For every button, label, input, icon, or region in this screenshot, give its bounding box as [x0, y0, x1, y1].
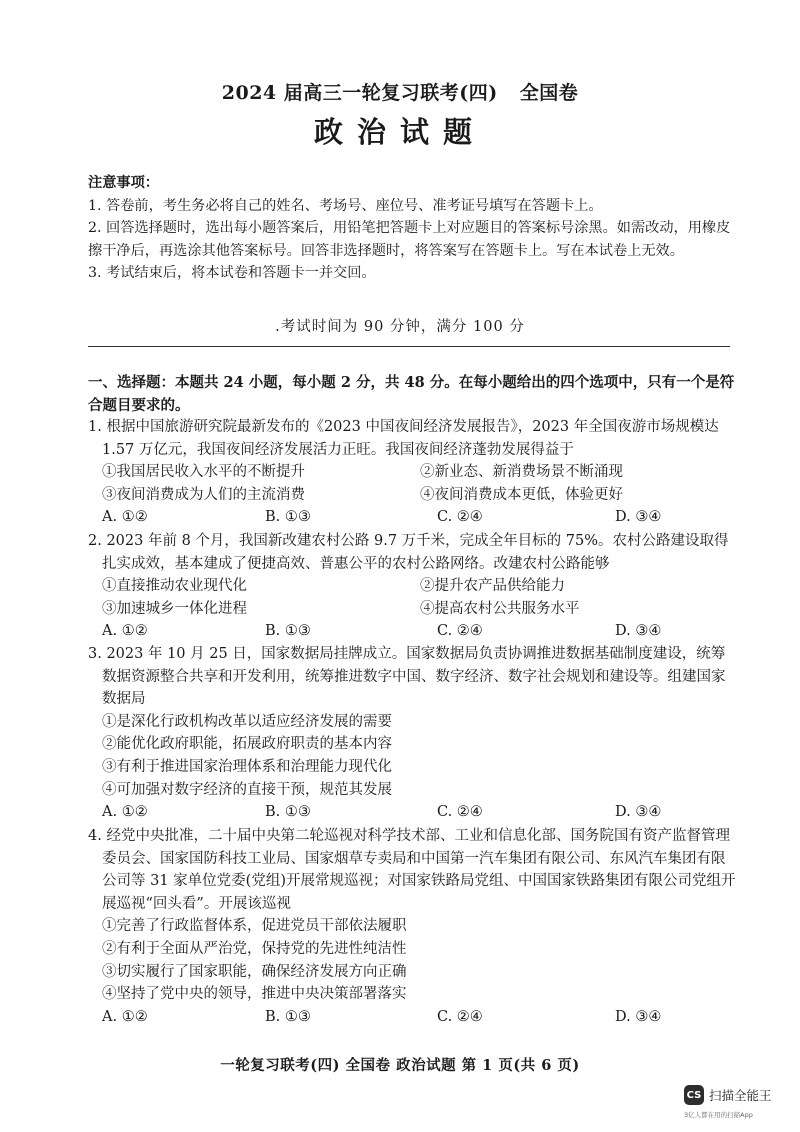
question-3: [88, 643, 738, 824]
choice-c: C. ②④: [437, 804, 483, 821]
choice-d: D. ③④: [615, 623, 662, 640]
choice-b: B. ①③: [265, 804, 311, 821]
question-2: [88, 530, 738, 643]
notes-block: [88, 172, 738, 285]
choice-row: [88, 506, 738, 529]
option: ④夜间消费成本更低，体验更好: [420, 486, 623, 503]
choice-a: A. ①②: [102, 509, 148, 526]
question-stem: 4. 经党中央批准，二十届中央第二轮巡视对科学技术部、工业和信息化部、国务院国有资产监督管理委员会、国家国防科技工业局、国家烟草专卖局和中国第一汽车集团有限公司、东风汽车集团有限公司等 31 家单位党委(党组)开展常规巡视；对国家铁路局党组、中国国家铁路集团有限公司党组开展巡视“回头看”。开展该巡视: [88, 828, 736, 912]
divider: [88, 346, 730, 347]
option: ④提高农村公共服务水平: [420, 600, 580, 617]
note-item: 2. 回答选择题时，选出每小题答案后，用铅笔把答题卡上对应题目的答案标号涂黑。如需改动，用橡皮擦干净后，再选涂其他答案标号。回答非选择题时，将答案写在答题卡上。写在本试卷上无效。: [88, 220, 731, 259]
option: ③有利于推进国家治理体系和治理能力现代化: [102, 758, 392, 775]
choice-c: C. ②④: [437, 1008, 483, 1025]
scanner-watermark: [684, 1085, 772, 1105]
option: ①直接推动农业现代化: [102, 578, 247, 595]
option-row: [88, 598, 738, 621]
section-heading: 一、选择题：本题共 24 小题，每小题 2 分，共 48 分。在每小题给出的四个选项中，只有一个是符合题目要求的。: [88, 374, 735, 414]
choice-a: A. ①②: [102, 1008, 148, 1025]
note-item: 3. 考试结束后，将本试卷和答题卡一并交回。: [88, 265, 376, 282]
choice-row: [88, 1006, 738, 1029]
choice-a: A. ①②: [102, 804, 148, 821]
scanner-app-name: 扫描全能王: [709, 1088, 772, 1103]
option: ①完善了行政监督体系，促进党员干部依法履职: [102, 918, 407, 935]
option: ③夜间消费成为人们的主流消费: [102, 486, 305, 503]
page-footer: 一轮复习联考(四) 全国卷 政治试题 第 1 页(共 6 页): [220, 1057, 580, 1074]
option: ③加速城乡一体化进程: [102, 600, 247, 617]
choice-b: B. ①③: [265, 623, 311, 640]
option: ②新业态、新消费场景不断涌现: [420, 464, 623, 481]
option: ①我国居民收入水平的不断提升: [102, 464, 305, 481]
option: ②有利于全面从严治党，保持党的先进性纯洁性: [102, 940, 407, 957]
question-stem: 3. 2023 年 10 月 25 日，国家数据局挂牌成立。国家数据局负责协调推进数据基础制度建设，统筹数据资源整合共享和开发利用，统筹推进数字中国、数字经济、数字社会规划和建设等。组建国家数据局: [88, 646, 726, 708]
question-stem: 1. 根据中国旅游研究院最新发布的《2023 中国夜间经济发展报告》，2023 年全国夜游市场规模达 1.57 万亿元，我国夜间经济发展活力正旺。我国夜间经济蓬勃发展得益于: [88, 419, 719, 458]
choice-c: C. ②④: [437, 509, 483, 526]
option: ③切实履行了国家职能，确保经济发展方向正确: [102, 963, 407, 980]
exam-scope: 全国卷: [519, 82, 579, 104]
option: ①是深化行政机构改革以适应经济发展的需要: [102, 713, 392, 730]
scanner-tagline: 3亿人都在用的扫描App: [684, 1111, 753, 1119]
choice-a: A. ①②: [102, 623, 148, 640]
notes-heading: 注意事项：: [88, 175, 159, 191]
choice-b: B. ①③: [265, 1008, 311, 1025]
option-row: [88, 575, 738, 598]
question-4: [88, 825, 738, 1028]
option-row: [88, 461, 738, 484]
option-row: [88, 484, 738, 507]
camscanner-logo-icon: CS: [684, 1085, 704, 1105]
subject-title: 政治试题: [313, 115, 486, 149]
option: ②提升农产品供给能力: [420, 578, 565, 595]
note-item: 1. 答卷前，考生务必将自己的姓名、考场号、座位号、准考证号填写在答题卡上。: [88, 197, 603, 214]
question-stem: 2. 2023 年前 8 个月，我国新改建农村公路 9.7 万千米，完成全年目标的 75%。农村公路建设取得扎实成效，基本建成了便捷高效、普惠公平的农村公路网络。改建农村公路能够: [88, 533, 729, 572]
exam-title: [0, 78, 800, 105]
choice-row: [88, 801, 738, 824]
question-1: [88, 416, 738, 529]
choice-d: D. ③④: [615, 509, 662, 526]
choice-d: D. ③④: [615, 804, 662, 821]
option: ④可加强对数字经济的直接干预，规范其发展: [102, 781, 392, 798]
option: ②能优化政府职能，拓展政府职责的基本内容: [102, 736, 392, 753]
choice-d: D. ③④: [615, 1008, 662, 1025]
exam-title-main: 2024 届高三一轮复习联考(四): [221, 82, 498, 104]
option: ④坚持了党中央的领导，推进中央决策部署落实: [102, 986, 407, 1003]
choice-c: C. ②④: [437, 623, 483, 640]
choice-b: B. ①③: [265, 509, 311, 526]
choice-row: [88, 620, 738, 643]
exam-time-note: .考试时间为 90 分钟，满分 100 分: [275, 319, 525, 335]
